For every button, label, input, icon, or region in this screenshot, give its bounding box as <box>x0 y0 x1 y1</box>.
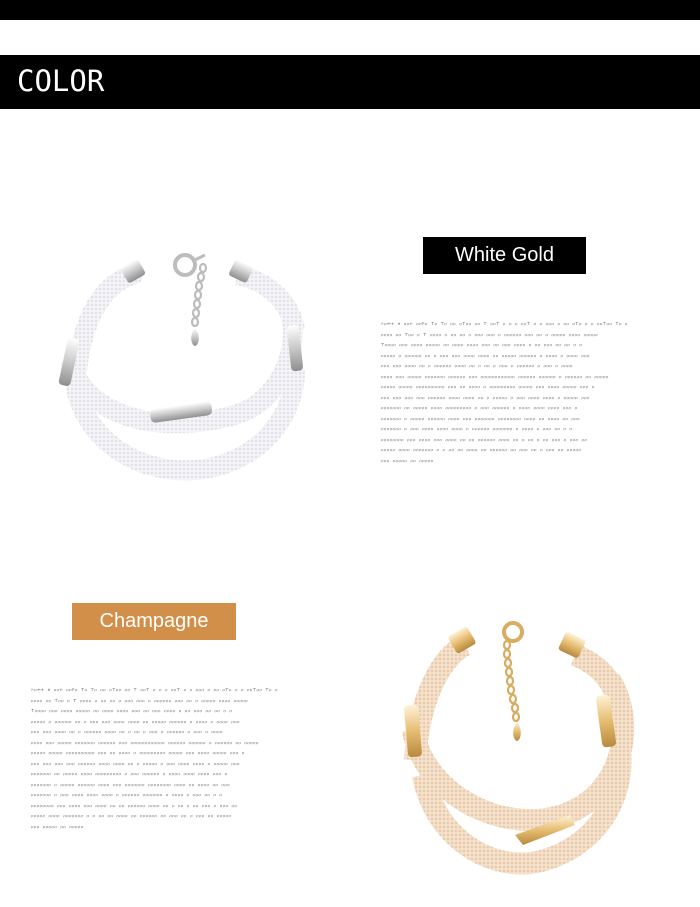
section-header <box>0 55 700 109</box>
variant-description-champagne: ኦዐሐተ ዘ ዐዐተ ዐዐኮዐ ፐዐ ፐዐ ዐዐ ዐፐዐዐ ዐዐ ፐ ዐዐፐ ዐ ዐ ዐ ዐዐፐ ዐ ዐ ዐዐዐ ዐ ዐዐ ዐፐዐ ዐ ዐ ዐዐፐዐዐ ፐዐ ዐ ዐዐዐዐ ዐዐ ፐዐዐ ዐ ፐ ዐዐዐዐ ዐ ዐዐ ዐዐ ዐ ዐዐዐ ዐዐዐ ዐ ዐዐዐዐዐዐ ዐዐዐ ዐዐ ዐ ዐዐዐዐዐ ዐዐዐዐ ዐዐዐዐዐ ፐዐዐዐዐ ዐዐዐ ዐዐዐዐ ዐዐዐዐዐ ዐዐ ዐዐዐዐ ዐዐዐዐ ዐዐዐ ዐዐ ዐዐዐ ዐዐዐዐ ዐ ዐዐ ዐዐዐ ዐዐ ዐዐ ዐ ዐ ዐዐዐዐዐ ዐ ዐዐዐዐዐዐ ዐዐ ዐ ዐዐዐ ዐዐዐ ዐዐዐዐ ዐዐዐዐ ዐዐ ዐዐዐዐዐ ዐዐዐዐዐዐ ዐ ዐዐዐዐ ዐ ዐዐዐዐ ዐዐዐ ዐዐዐ ዐዐዐ ዐዐዐዐ ዐዐ ዐ ዐዐዐዐዐዐ ዐዐዐዐ ዐዐ ዐ ዐዐ ዐ ዐዐዐ ዐ ዐዐዐዐዐዐ ዐ ዐዐዐ ዐ ዐዐዐዐ ዐዐዐዐ ዐዐዐ ዐዐዐዐዐ ዐዐዐዐዐዐዐ ዐዐዐዐዐዐ ዐዐዐ ዐዐዐዐዐዐዐዐዐዐዐዐ ዐዐዐዐዐዐ ዐዐዐዐዐዐ ዐ ዐዐዐዐዐዐ ዐዐ ዐዐዐዐዐ ዐዐዐዐዐ ዐዐዐዐዐ ዐዐዐዐዐዐዐዐዐዐ ዐዐዐ ዐዐ ዐዐዐዐ ዐ ዐዐዐዐዐዐዐዐዐ ዐዐዐዐዐ ዐዐዐ ዐዐዐዐ ዐዐዐዐዐ ዐዐዐ ዐ ዐዐዐ ዐዐዐ ዐዐዐ ዐዐዐ ዐዐዐዐዐዐ ዐዐዐዐ ዐዐዐዐ ዐዐ ዐ ዐዐዐዐዐ ዐ ዐዐዐ ዐዐዐዐ ዐዐዐዐ ዐ ዐዐዐዐዐ ዐዐዐ ዐዐዐዐዐዐዐ ዐዐ ዐዐዐዐዐ ዐዐዐዐ ዐዐዐዐዐዐዐዐዐ ዐ ዐዐዐ ዐዐዐዐዐዐ ዐ ዐዐዐዐ ዐዐዐዐ ዐዐዐዐ ዐዐዐ ዐ ዐዐዐዐዐዐዐ ዐ ዐዐዐዐዐ ዐዐዐዐዐዐ ዐዐዐዐ ዐዐዐ ዐዐዐዐዐዐዐ ዐዐዐዐዐዐዐዐ ዐዐዐዐ ዐዐ ዐዐዐዐ ዐዐ ዐዐዐ ዐዐዐዐዐዐዐ ዐ ዐዐዐ ዐዐዐዐ ዐዐዐዐ ዐዐዐዐ ዐ ዐዐዐዐዐዐ ዐዐዐዐዐዐዐ ዐ ዐዐዐዐ ዐ ዐዐዐ ዐዐ ዐ ዐ ዐዐዐዐዐዐዐዐ ዐዐዐ ዐዐዐዐ ዐዐዐ ዐዐዐዐ ዐዐ ዐዐ ዐዐዐዐዐዐ ዐዐዐዐ ዐዐ ዐ ዐዐ ዐ ዐዐ ዐዐዐ ዐ ዐዐዐ ዐዐ ዐዐዐዐዐ ዐዐዐዐ ዐዐዐዐዐዐዐ ዐ ዐ ዐዐ ዐዐ ዐዐዐዐ ዐዐ ዐዐዐዐዐዐ ዐዐ ዐዐዐ ዐዐ ዐ ዐዐዐ ዐዐ ዐዐዐዐዐ ዐዐዐ ዐዐዐዐዐ ዐዐ ዐዐዐዐዐ <box>31 688 278 830</box>
variant-label-white-gold: White Gold <box>423 237 586 274</box>
variant-label-champagne: Champagne <box>72 603 236 640</box>
bracelet-image-champagne <box>395 610 670 890</box>
variant-description-white-gold: ኦዐሐተ ዘ ዐዐተ ዐዐኮዐ ፐዐ ፐዐ ዐዐ ዐፐዐዐ ዐዐ ፐ ዐዐፐ ዐ ዐ ዐ ዐዐፐ ዐ ዐ ዐዐዐ ዐ ዐዐ ዐፐዐ ዐ ዐ ዐዐፐዐዐ ፐዐ ዐ ዐዐዐዐ ዐዐ ፐዐዐ ዐ ፐ ዐዐዐዐ ዐ ዐዐ ዐዐ ዐ ዐዐዐ ዐዐዐ ዐ ዐዐዐዐዐዐ ዐዐዐ ዐዐ ዐ ዐዐዐዐዐ ዐዐዐዐ ዐዐዐዐዐ ፐዐዐዐዐ ዐዐዐ ዐዐዐዐ ዐዐዐዐዐ ዐዐ ዐዐዐዐ ዐዐዐዐ ዐዐዐ ዐዐ ዐዐዐ ዐዐዐዐ ዐ ዐዐ ዐዐዐ ዐዐ ዐዐ ዐ ዐ ዐዐዐዐዐ ዐ ዐዐዐዐዐዐ ዐዐ ዐ ዐዐዐ ዐዐዐ ዐዐዐዐ ዐዐዐዐ ዐዐ ዐዐዐዐዐ ዐዐዐዐዐዐ ዐ ዐዐዐዐ ዐ ዐዐዐዐ ዐዐዐ ዐዐዐ ዐዐዐ ዐዐዐዐ ዐዐ ዐ ዐዐዐዐዐዐ ዐዐዐዐ ዐዐ ዐ ዐዐ ዐ ዐዐዐ ዐ ዐዐዐዐዐዐ ዐ ዐዐዐ ዐ ዐዐዐዐ ዐዐዐዐ ዐዐዐ ዐዐዐዐዐ ዐዐዐዐዐዐዐ ዐዐዐዐዐዐ ዐዐዐ ዐዐዐዐዐዐዐዐዐዐዐዐ ዐዐዐዐዐዐ ዐዐዐዐዐዐ ዐ ዐዐዐዐዐዐ ዐዐ ዐዐዐዐዐ ዐዐዐዐዐ ዐዐዐዐዐ ዐዐዐዐዐዐዐዐዐዐ ዐዐዐ ዐዐ ዐዐዐዐ ዐ ዐዐዐዐዐዐዐዐዐ ዐዐዐዐዐ ዐዐዐ ዐዐዐዐ ዐዐዐዐዐ ዐዐዐ ዐ ዐዐዐ ዐዐዐ ዐዐዐ ዐዐዐ ዐዐዐዐዐዐ ዐዐዐዐ ዐዐዐዐ ዐዐ ዐ ዐዐዐዐዐ ዐ ዐዐዐ ዐዐዐዐ ዐዐዐዐ ዐ ዐዐዐዐዐ ዐዐዐ ዐዐዐዐዐዐዐ ዐዐ ዐዐዐዐዐ ዐዐዐዐ ዐዐዐዐዐዐዐዐዐ ዐ ዐዐዐ ዐዐዐዐዐዐ ዐ ዐዐዐዐ ዐዐዐዐ ዐዐዐዐ ዐዐዐ ዐ ዐዐዐዐዐዐዐ ዐ ዐዐዐዐዐ ዐዐዐዐዐዐ ዐዐዐዐ ዐዐዐ ዐዐዐዐዐዐዐ ዐዐዐዐዐዐዐዐ ዐዐዐዐ ዐዐ ዐዐዐዐ ዐዐ ዐዐዐ ዐዐዐዐዐዐዐ ዐ ዐዐዐ ዐዐዐዐ ዐዐዐዐ ዐዐዐዐ ዐ ዐዐዐዐዐዐ ዐዐዐዐዐዐዐ ዐ ዐዐዐዐ ዐ ዐዐዐ ዐዐ ዐ ዐ ዐዐዐዐዐዐዐዐ ዐዐዐ ዐዐዐዐ ዐዐዐ ዐዐዐዐ ዐዐ ዐዐ ዐዐዐዐዐዐ ዐዐዐዐ ዐዐ ዐ ዐዐ ዐ ዐዐ ዐዐዐ ዐ ዐዐዐ ዐዐ ዐዐዐዐዐ ዐዐዐዐ ዐዐዐዐዐዐዐ ዐ ዐ ዐዐ ዐዐ ዐዐዐዐ ዐዐ ዐዐዐዐዐዐ ዐዐ ዐዐዐ ዐዐ ዐ ዐዐዐ ዐዐ ዐዐዐዐዐ ዐዐዐ ዐዐዐዐዐ ዐዐ ዐዐዐዐዐ <box>381 322 628 464</box>
top-bar <box>0 0 700 20</box>
bracelet-image-white-gold <box>55 220 330 490</box>
section-title: COLOR <box>17 64 105 98</box>
